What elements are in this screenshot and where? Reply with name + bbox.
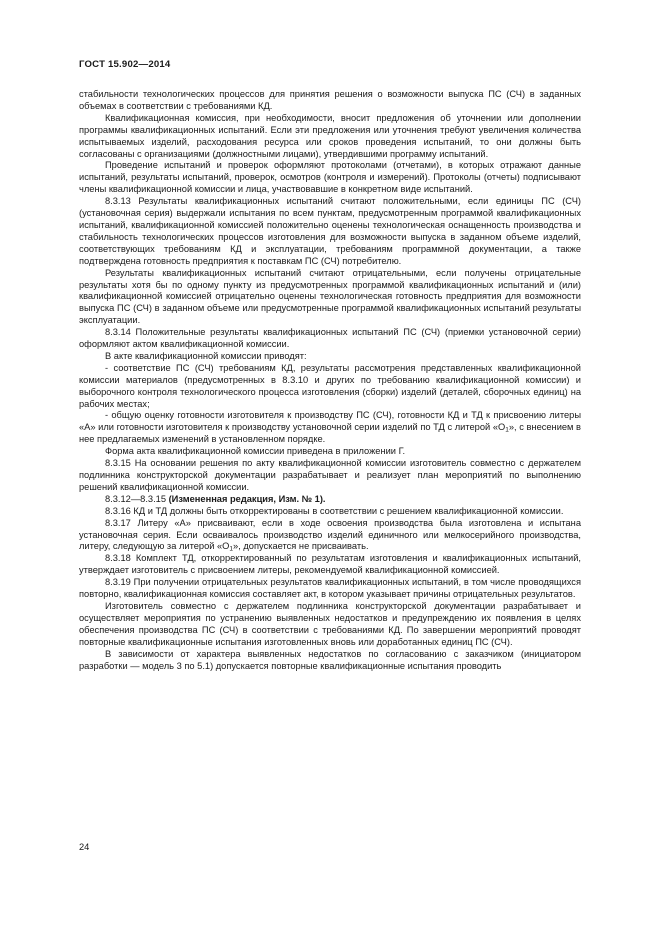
text-fragment: », с внесением в нее предлагаемых изменений в установленном порядке. — [79, 422, 582, 445]
clause-8-3-15: 8.3.15 На основании решения по акту квалификационной комиссии изготовитель совместно с держателем подлинника конструкторской документации разрабатывает и реализует план мероприятий по выполнению решений квалификационной комиссии. — [79, 458, 581, 492]
paragraph-act-contents-intro: В акте квалификационной комиссии приводят: — [105, 350, 307, 361]
text-fragment: 8.3.17 Литеру «А» присваивают, если в ходе освоения производства была изготовлена и испытана установочная серия. Если осваивалось производство изделий единичного или мелкосерийного производства, литеру, следующую за литерой «О — [79, 517, 581, 552]
amendment-label: (Измененная редакция, Изм. № 1). — [168, 493, 326, 504]
paragraph-negative-results: Результаты квалификационных испытаний считают отрицательными, если получены отрицательные результаты хотя бы по одному пункту из предусмотренных программой квалификационных испытаний и (или) квалификационной комиссией отрицательно оценены технологическая готовность предприятия для возможности выпуска ПС (СЧ) в заданном объеме или предусмотренные программой квалификационных испытаний результаты эксплуатации. — [79, 267, 581, 326]
paragraph-act-form-reference: Форма акта квалификационной комиссии приведена в приложении Г. — [105, 446, 406, 457]
clause-8-3-16: 8.3.16 КД и ТД должны быть откорректированы в соответствии с решением квалификационной комиссии. — [105, 505, 564, 516]
paragraph-continuation: стабильности технологических процессов для принятия решения о возможности выпуска ПС (СЧ) в заданных объемах в соответствии с требованиями КД. — [79, 89, 581, 111]
text-fragment: - общую оценку готовности изготовителя к производству ПС (СЧ), готовности КД и ТД к присвоению литеры «А» или готовности изготовителя к производству установочной серии изделий по ТД с литерой «О — [79, 410, 581, 433]
subscript: 1 — [229, 545, 234, 553]
body-text — [79, 89, 581, 672]
text-fragment: », допускается не присваивать. — [233, 541, 369, 552]
list-item-readiness — [79, 410, 581, 446]
page-number: 24 — [79, 842, 90, 852]
list-item-compliance: - соответствие ПС (СЧ) требованиям КД, результаты рассмотрения представленных квалификационной комиссии материалов (предусмотренных в 8.3.10 и других по требованию квалификационной комиссии) и выборочного контроля технологического процесса изготовления (сборки) изделий (деталей, сборочных единиц) на рабочих местах; — [79, 362, 581, 409]
paragraph-commission-proposals: Квалификационная комиссия, при необходимости, вносит предложения об уточнении или дополнении программы квалификационных испытаний. Если эти предложения или уточнения требуют увеличения количества испытываемых изделий, расходования ресурса или сроков проведения испытаний, то они должны быть согласованы с организациями (должностными лицами), утвердившими программу испытаний. — [79, 112, 581, 159]
paragraph-test-protocols: Проведение испытаний и проверок оформляют протоколами (отчетами), в которых отражают данные испытаний, результаты испытаний, проверок, осмотров (контроля и измерений). Протоколы (отчеты) подписывают члены квалификационной комиссии и лица, участвовавшие в конкретном виде испытаний. — [79, 160, 581, 195]
clause-8-3-13: 8.3.13 Результаты квалификационных испытаний считают положительными, если единицы ПС (СЧ) (установочная серия) выдержали испытания по всем пунктам, предусмотренным программой квалификационных испытаний, квалификационной комиссией положительно оценены технологическая оснащенность производства и стабильность технологических процессов изготовления для возможности выпуска в заданном объеме изделий, соответствующих требованиям КД и эксплуатации, требованиям программной документации, а также подтверждена готовность предприятия к поставкам ПС (СЧ) потребителю. — [79, 196, 581, 266]
paragraph-corrective-measures: Изготовитель совместно с держателем подлинника конструкторской документации разрабатывает и осуществляет мероприятия по устранению выявленных недостатков и предупреждению их появления в целях обеспечения производства ПС (СЧ) в соответствии с требованиями КД. По завершении мероприятий проводят повторные квалификационные испытания изготовленных вновь или доработанных единиц ПС (СЧ). — [79, 600, 581, 647]
clause-8-3-18: 8.3.18 Комплект ТД, откорректированный по результатам изготовления и квалификационных испытаний, утверждает изготовитель с присвоением литеры, рекомендуемой квалификационной комиссией. — [79, 553, 581, 576]
running-header-standard-code: ГОСТ 15.902—2014 — [79, 59, 171, 70]
text-fragment: 8.3.12—8.3.15 — [105, 493, 169, 504]
paragraph-amendment-note — [79, 494, 581, 506]
clause-8-3-14: 8.3.14 Положительные результаты квалификационных испытаний ПС (СЧ) (приемки установочной серии) оформляют актом квалификационной комиссии. — [79, 327, 581, 350]
subscript: 1 — [505, 426, 509, 434]
paragraph-retest-conditions: В зависимости от характера выявленных недостатков по согласованию с заказчиком (инициатором разработки — модель 3 по 5.1) допускается повторные квалификационные испытания проводить — [79, 648, 581, 671]
clause-8-3-19: 8.3.19 При получении отрицательных результатов квалификационных испытаний, в том числе проводящихся повторно, квалификационная комиссия составляет акт, в котором указывает причины отрицательных результатов. — [79, 577, 581, 600]
clause-8-3-17 — [79, 518, 581, 554]
